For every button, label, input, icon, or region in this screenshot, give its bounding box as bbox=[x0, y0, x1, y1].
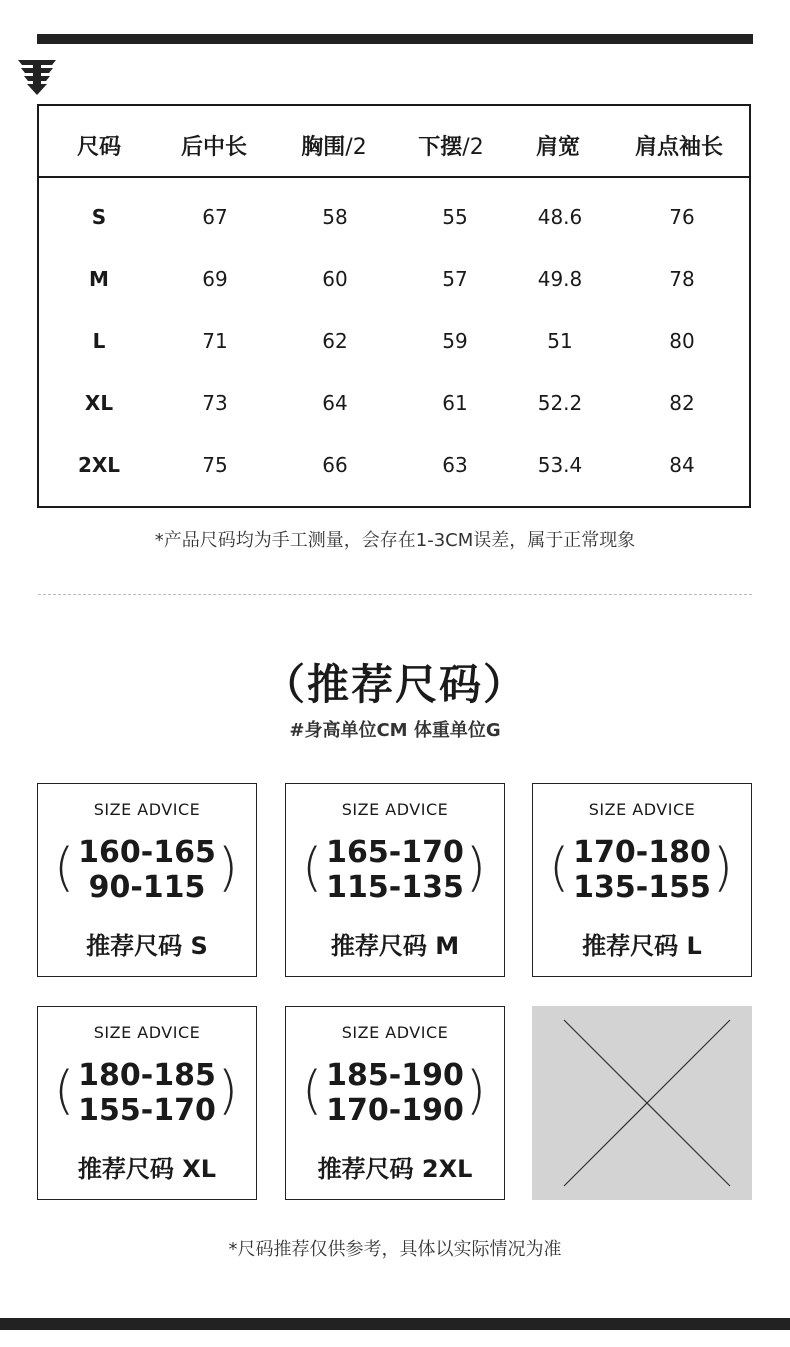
table-cell: 55 bbox=[442, 205, 468, 229]
table-cell: M bbox=[89, 267, 109, 291]
recommended-size: 推荐尺码 2XL bbox=[317, 1155, 473, 1183]
header-chest: 胸围/2 bbox=[301, 135, 367, 160]
table-cell: 63 bbox=[442, 453, 468, 477]
recommend-note: *尺码推荐仅供参考，具体以实际情况为准 bbox=[228, 1239, 562, 1260]
table-cell: 52.2 bbox=[537, 391, 583, 415]
table-cell: 2XL bbox=[77, 453, 121, 477]
card-caption: SIZE ADVICE bbox=[341, 800, 449, 819]
section-divider bbox=[38, 594, 752, 595]
weight-range: 90-115 bbox=[88, 870, 206, 905]
recommended-size: 推荐尺码 S bbox=[86, 932, 208, 960]
recommended-size: 推荐尺码 M bbox=[330, 932, 460, 960]
table-cell: 53.4 bbox=[537, 453, 583, 477]
bottom-bar bbox=[0, 1318, 790, 1330]
table-cell: 51 bbox=[547, 329, 573, 353]
table-cell: L bbox=[92, 329, 106, 353]
table-cell: 76 bbox=[669, 205, 695, 229]
table-cell: 82 bbox=[669, 391, 695, 415]
size-advice-card-xl bbox=[37, 1006, 257, 1200]
paren-right: ) bbox=[465, 838, 486, 898]
table-cell: 73 bbox=[202, 391, 228, 415]
height-range: 160-165 bbox=[78, 835, 216, 870]
recommend-units: #身高单位CM 体重单位G bbox=[289, 720, 501, 741]
cross-placeholder-icon bbox=[532, 1006, 752, 1200]
table-cell: 78 bbox=[669, 267, 695, 291]
size-chart-table bbox=[37, 104, 751, 508]
table-cell: 67 bbox=[202, 205, 228, 229]
table-cell: 64 bbox=[322, 391, 348, 415]
weight-range: 170-190 bbox=[326, 1093, 464, 1128]
paren-left: ( bbox=[54, 1061, 75, 1121]
paren-left: ( bbox=[549, 838, 570, 898]
height-range: 170-180 bbox=[573, 835, 711, 870]
descente-logo-icon bbox=[16, 58, 58, 96]
measurement-note: *产品尺码均为手工测量，会存在1-3CM误差，属于正常现象 bbox=[154, 530, 636, 551]
size-advice-card-s bbox=[37, 783, 257, 977]
recommend-title: （推荐尺码） bbox=[262, 660, 527, 709]
table-cell: 75 bbox=[202, 453, 228, 477]
table-cell: 48.6 bbox=[537, 205, 583, 229]
empty-card-placeholder bbox=[532, 1006, 752, 1200]
table-cell: 61 bbox=[442, 391, 468, 415]
table-cell: 71 bbox=[202, 329, 228, 353]
header-sleeve: 肩点袖长 bbox=[634, 135, 724, 160]
weight-range: 115-135 bbox=[326, 870, 464, 905]
table-cell: 59 bbox=[442, 329, 468, 353]
recommended-size: 推荐尺码 L bbox=[582, 932, 702, 960]
size-advice-card-l bbox=[532, 783, 752, 977]
paren-right: ) bbox=[712, 838, 733, 898]
paren-right: ) bbox=[465, 1061, 486, 1121]
table-cell: 84 bbox=[669, 453, 695, 477]
table-cell: XL bbox=[84, 391, 114, 415]
paren-left: ( bbox=[302, 1061, 323, 1121]
paren-left: ( bbox=[54, 838, 75, 898]
size-advice-card-m bbox=[285, 783, 505, 977]
height-range: 165-170 bbox=[326, 835, 464, 870]
header-back-length: 后中长 bbox=[180, 135, 248, 160]
height-range: 185-190 bbox=[326, 1058, 464, 1093]
card-caption: SIZE ADVICE bbox=[93, 1023, 201, 1042]
paren-right: ) bbox=[217, 838, 238, 898]
card-caption: SIZE ADVICE bbox=[93, 800, 201, 819]
table-cell: 49.8 bbox=[537, 267, 583, 291]
header-hem: 下摆/2 bbox=[418, 135, 484, 160]
table-header-divider bbox=[39, 176, 749, 178]
paren-right: ) bbox=[217, 1061, 238, 1121]
paren-left: ( bbox=[302, 838, 323, 898]
header-size: 尺码 bbox=[76, 135, 122, 160]
header-shoulder: 肩宽 bbox=[535, 135, 581, 160]
size-advice-card-2xl bbox=[285, 1006, 505, 1200]
table-cell: 57 bbox=[442, 267, 468, 291]
top-bar bbox=[37, 34, 753, 44]
card-caption: SIZE ADVICE bbox=[341, 1023, 449, 1042]
table-cell: 69 bbox=[202, 267, 228, 291]
table-cell: 60 bbox=[322, 267, 348, 291]
table-cell: S bbox=[91, 205, 107, 229]
height-range: 180-185 bbox=[78, 1058, 216, 1093]
table-cell: 58 bbox=[322, 205, 348, 229]
table-cell: 66 bbox=[322, 453, 348, 477]
table-cell: 62 bbox=[322, 329, 348, 353]
weight-range: 135-155 bbox=[573, 870, 711, 905]
card-caption: SIZE ADVICE bbox=[588, 800, 696, 819]
weight-range: 155-170 bbox=[78, 1093, 216, 1128]
table-cell: 80 bbox=[669, 329, 695, 353]
recommended-size: 推荐尺码 XL bbox=[77, 1155, 217, 1183]
